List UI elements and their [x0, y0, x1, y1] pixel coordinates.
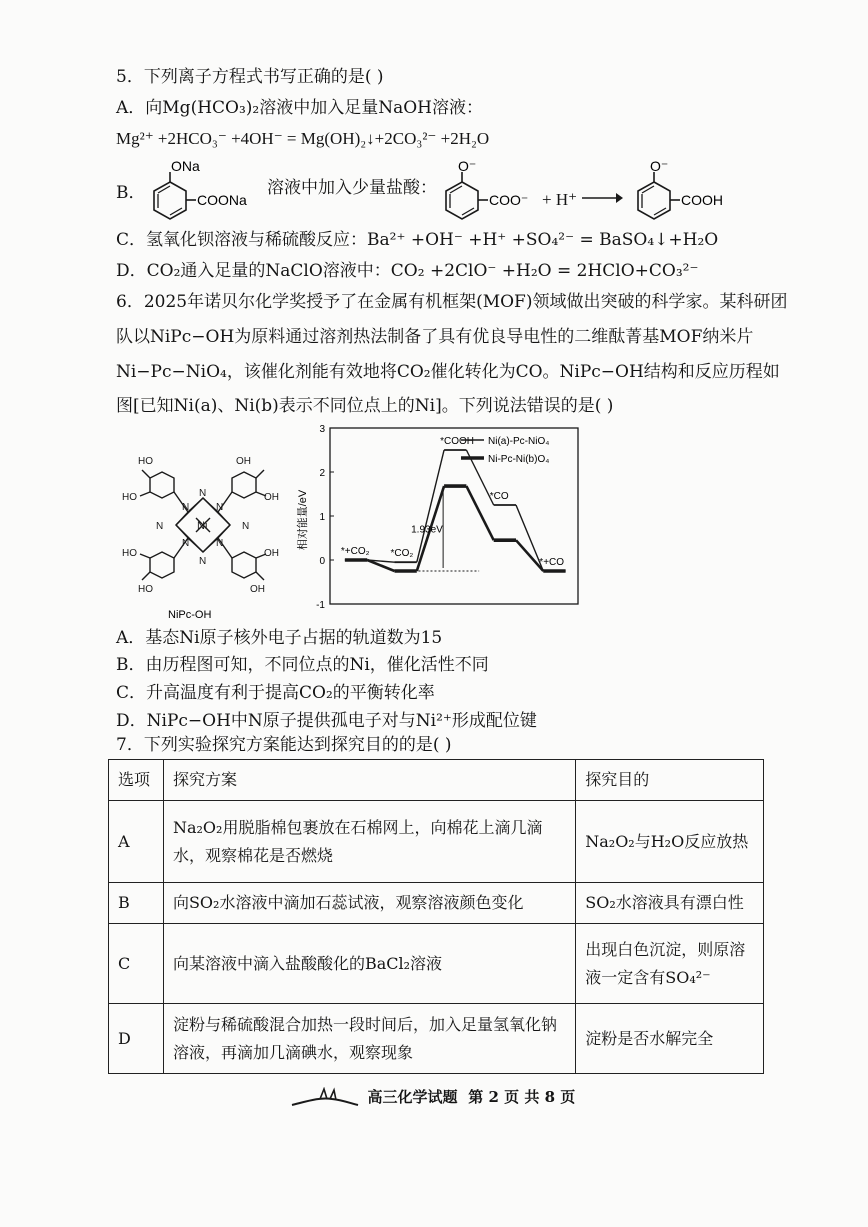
legend-label-a: Ni(a)-Pc-NiO₄ — [488, 436, 550, 447]
q6-line3: Ni−Pc−NiO₄，该催化剂能有效地将CO₂催化转化为CO。NiPc−OH结构和反应历程如 — [116, 362, 780, 382]
q6-option-d: D．NiPc−OH中N原子提供孤电子对与Ni²⁺形成配位键 — [116, 711, 537, 731]
q6-line2: 队以NiPc−OH为原料通过溶剂热法制备了具有优良导电性的二维酞菁基MOF纳米片 — [116, 327, 754, 347]
table-header-row — [109, 760, 764, 801]
y-tick-label: 1 — [319, 512, 325, 523]
svg-text:OH: OH — [264, 548, 279, 559]
table-row — [109, 1004, 764, 1074]
row-c-goal: 出现白色沉淀，则原溶液一定含有SO₄²⁻ — [576, 924, 764, 1004]
svg-text:N: N — [156, 521, 164, 532]
logo-mark-icon — [290, 1087, 360, 1109]
row-d-option: D — [109, 1004, 164, 1074]
q5-option-b-text: 溶液中加入少量盐酸： — [267, 178, 437, 198]
svg-text:HO: HO — [138, 456, 153, 467]
y-axis-label: 相对能量/eV — [297, 489, 309, 551]
mol3-sub2: COOH — [681, 192, 723, 208]
q6-option-c: C．升高温度有利于提高CO₂的平衡转化率 — [116, 683, 435, 703]
row-c-scheme: 向某溶液中滴入盐酸酸化的BaCl₂溶液 — [163, 924, 575, 1004]
structure-label: NiPc-OH — [168, 609, 212, 621]
mol1-sub2: COONa — [197, 192, 247, 208]
svg-text:N: N — [199, 488, 207, 499]
mol2-sub1: O⁻ — [458, 160, 477, 174]
header-option: 选项 — [109, 760, 164, 801]
q7-table — [108, 759, 764, 1074]
svg-text:OH: OH — [250, 584, 265, 595]
q5-option-b-label: B． — [116, 183, 146, 203]
table-row — [109, 924, 764, 1004]
row-d-goal: 淀粉是否水解完全 — [576, 1004, 764, 1074]
svg-text:N: N — [242, 521, 250, 532]
q5-option-c: C．氢氧化钡溶液与稀硫酸反应：Ba²⁺ +OH⁻ +H⁺ +SO₄²⁻ = BaSO₄↓+H₂O — [116, 230, 719, 250]
stage-label: *CO₂ — [390, 548, 414, 560]
row-d-scheme: 淀粉与稀硫酸混合加热一段时间后，加入足量氢氧化钠溶液，再滴加几滴碘水，观察现象 — [163, 1004, 575, 1074]
y-tick-label: -1 — [316, 600, 325, 611]
y-tick-label: 0 — [319, 556, 325, 567]
q7-stem: 7．下列实验探究方案能达到探究目的的是( ) — [116, 735, 452, 755]
arrow-icon — [580, 190, 624, 206]
row-b-goal: SO₂水溶液具有漂白性 — [576, 883, 764, 924]
q5-option-a: A．向Mg(HCO₃)₂溶液中加入足量NaOH溶液： — [116, 98, 484, 118]
y-tick-label: 3 — [319, 424, 325, 435]
svg-text:Ni: Ni — [197, 520, 208, 532]
energy-connector-0-1 — [417, 450, 444, 562]
stage-label: *CO — [489, 491, 509, 502]
q6-option-b: B．由历程图可知，不同位点的Ni，催化活性不同 — [116, 655, 489, 675]
y-tick-label: 2 — [319, 468, 325, 479]
page-footer — [0, 1086, 868, 1109]
mol1-sub1: ONa — [171, 160, 200, 174]
svg-text:HO: HO — [138, 584, 153, 595]
stage-label: *+CO₂ — [340, 546, 370, 557]
sodium-salicylate-structure — [140, 160, 270, 230]
salicylate-anion-structure — [432, 160, 542, 230]
svg-text:N: N — [199, 556, 207, 567]
table-row — [109, 801, 764, 883]
q5-option-b-plus: + H⁺ — [542, 190, 578, 209]
q5-option-d: D．CO₂通入足量的NaClO溶液中：CO₂ +2ClO⁻ +H₂O = 2HClO+CO₃²⁻ — [116, 261, 699, 281]
row-c-option: C — [109, 924, 164, 1004]
q5-stem: 5．下列离子方程式书写正确的是( ) — [116, 67, 384, 87]
q6-option-a: A．基态Ni原子核外电子占据的轨道数为15 — [116, 628, 443, 648]
svg-text:N: N — [182, 502, 190, 513]
nipc-oh-structure — [118, 440, 288, 625]
svg-text:N: N — [182, 538, 190, 549]
row-a-scheme: Na₂O₂用脱脂棉包裹放在石棉网上，向棉花上滴几滴水，观察棉花是否燃烧 — [163, 801, 575, 883]
row-b-option: B — [109, 883, 164, 924]
energy-profile-chart — [296, 422, 596, 612]
stage-label: *+CO — [539, 557, 565, 568]
q6-line1: 6．2025年诺贝尔化学奖授予了在金属有机框架(MOF)领域做出突破的科学家。某科研团 — [116, 292, 788, 312]
svg-text:HO: HO — [122, 492, 137, 503]
row-a-option: A — [109, 801, 164, 883]
header-scheme: 探究方案 — [163, 760, 575, 801]
mol3-sub1: O⁻ — [650, 160, 669, 174]
q6-line4: 图[已知Ni(a)、Ni(b)表示不同位点上的Ni]。下列说法错误的是( ) — [116, 396, 614, 416]
svg-text:N: N — [216, 538, 224, 549]
stage-label: *COOH — [440, 436, 475, 447]
table-row — [109, 883, 764, 924]
legend-label-b: Ni-Pc-Ni(b)O₄ — [488, 454, 550, 465]
header-goal: 探究目的 — [576, 760, 764, 801]
row-b-scheme: 向SO₂水溶液中滴加石蕊试液，观察溶液颜色变化 — [163, 883, 575, 924]
q5-option-a-equation: Mg²⁺ +2HCO₃⁻ +4OH⁻ = Mg(OH)₂↓+2CO₃²⁻ +2H₂O — [116, 129, 490, 148]
mol2-sub2: COO⁻ — [489, 192, 529, 208]
svg-text:OH: OH — [236, 456, 251, 467]
row-a-goal: Na₂O₂与H₂O反应放热 — [576, 801, 764, 883]
svg-text:HO: HO — [122, 548, 137, 559]
salicylic-product-structure — [624, 160, 744, 230]
footer-page: 第 2 页 共 8 页 — [468, 1088, 576, 1106]
footer-title: 高三化学试题 — [367, 1088, 458, 1106]
svg-text:N: N — [216, 502, 224, 513]
barrier-annotation: 1.93eV — [411, 524, 443, 536]
svg-text:OH: OH — [264, 492, 279, 503]
